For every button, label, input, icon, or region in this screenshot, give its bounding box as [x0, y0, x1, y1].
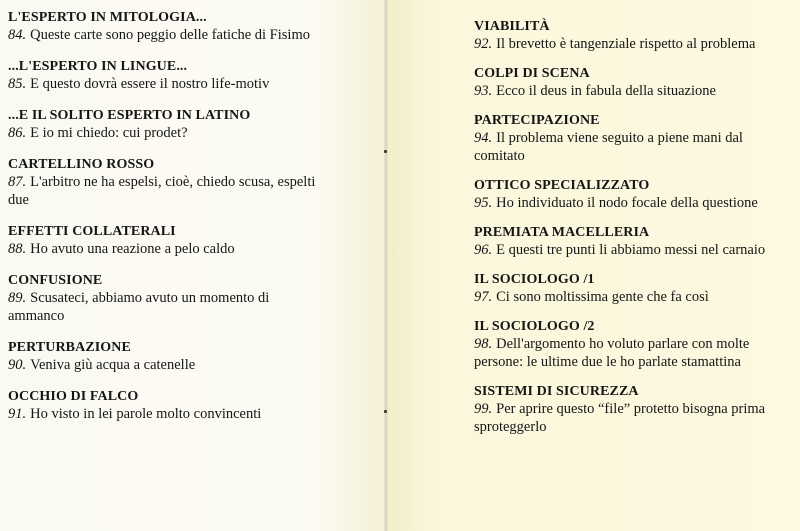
entry-heading: IL SOCIOLOGO /1 — [474, 272, 595, 287]
entry-text: Il problema viene seguito a piene mani dal comitato — [474, 130, 743, 164]
entry-number: 84. — [8, 27, 27, 43]
entry-number: 87. — [8, 174, 27, 190]
entry-text: Dell'argomento ho voluto parlare con molte persone: le ultime due le ho parlate stamattina — [474, 336, 750, 370]
entry-88 — [8, 224, 388, 258]
entry-89 — [8, 273, 388, 325]
entry-number: 95. — [474, 195, 493, 211]
entry-number: 86. — [8, 125, 27, 141]
entry-number: 88. — [8, 241, 27, 257]
entry-heading: PREMIATA MACELLERIA — [474, 225, 650, 240]
entry-heading: EFFETTI COLLATERALI — [8, 224, 176, 239]
entry-heading: SISTEMI DI SICUREZZA — [474, 384, 639, 399]
entry-85 — [8, 59, 388, 93]
entry-text: Queste carte sono peggio delle fatiche di Fisimo — [30, 27, 310, 43]
entry-text: Ci sono moltissima gente che fa così — [496, 289, 709, 305]
left-page — [0, 0, 388, 531]
entry-93 — [474, 66, 800, 100]
entry-91 — [8, 389, 388, 423]
entry-99 — [474, 384, 800, 436]
entry-heading: CARTELLINO ROSSO — [8, 157, 155, 172]
entry-94 — [474, 113, 800, 165]
entry-text-block — [474, 82, 800, 100]
book-gutter — [384, 0, 388, 531]
entry-heading: CONFUSIONE — [8, 273, 103, 288]
entry-87 — [8, 157, 388, 209]
right-page — [388, 0, 800, 531]
entry-heading: COLPI DI SCENA — [474, 66, 590, 81]
entry-heading: PERTURBAZIONE — [8, 340, 131, 355]
entry-heading: L'ESPERTO IN MITOLOGIA... — [8, 10, 207, 25]
entry-text-block — [8, 356, 388, 374]
entry-text-block — [474, 288, 800, 306]
entry-number: 97. — [474, 289, 493, 305]
entry-heading: PARTECIPAZIONE — [474, 113, 600, 128]
entry-text: E questi tre punti li abbiamo messi nel carnaio — [496, 242, 766, 258]
entry-number: 98. — [474, 336, 493, 352]
entry-heading: VIABILITÀ — [474, 19, 550, 34]
entry-text-block — [8, 124, 388, 142]
entry-97 — [474, 272, 800, 306]
entry-number: 93. — [474, 83, 493, 99]
entry-92 — [474, 19, 800, 53]
entry-text: Ecco il deus in fabula della situazione — [496, 83, 716, 99]
entry-number: 91. — [8, 406, 27, 422]
entry-text: Ho avuto una reazione a pelo caldo — [30, 241, 235, 257]
entry-text-block — [8, 173, 318, 209]
entry-number: 96. — [474, 242, 493, 258]
entry-number: 89. — [8, 290, 27, 306]
entry-heading: OTTICO SPECIALIZZATO — [474, 178, 650, 193]
entry-98 — [474, 319, 800, 371]
binding-stitch — [384, 150, 387, 153]
entry-number: 85. — [8, 76, 27, 92]
entry-text: Scusateci, abbiamo avuto un momento di ammanco — [8, 290, 270, 324]
entry-text-block — [474, 241, 800, 259]
entry-text-block — [8, 289, 328, 325]
entry-86 — [8, 108, 388, 142]
entry-text: E questo dovrà essere il nostro life-motiv — [30, 76, 270, 92]
entry-text-block — [474, 400, 790, 436]
entry-text-block — [474, 194, 800, 212]
entry-text-block — [474, 35, 800, 53]
entry-number: 94. — [474, 130, 493, 146]
entry-number: 90. — [8, 357, 27, 373]
entry-95 — [474, 178, 800, 212]
entry-number: 92. — [474, 36, 493, 52]
entry-heading: ...L'ESPERTO IN LINGUE... — [8, 59, 188, 74]
entry-96 — [474, 225, 800, 259]
entry-text-block — [474, 335, 790, 371]
entry-number: 99. — [474, 401, 493, 417]
entry-text-block — [8, 240, 388, 258]
entry-90 — [8, 340, 388, 374]
entry-text-block — [474, 129, 786, 165]
entry-text: Il brevetto è tangenziale rispetto al problema — [496, 36, 756, 52]
entry-heading: IL SOCIOLOGO /2 — [474, 319, 595, 334]
entry-text: Veniva giù acqua a catenelle — [30, 357, 196, 373]
entry-84 — [8, 10, 388, 44]
entry-text: Ho individuato il nodo focale della questione — [496, 195, 758, 211]
binding-stitch — [384, 410, 387, 413]
entry-text: Per aprire questo “file” protetto bisogna prima sproteggerlo — [474, 401, 766, 435]
entry-heading: ...E IL SOLITO ESPERTO IN LATINO — [8, 108, 251, 123]
entry-text: E io mi chiedo: cui prodet? — [30, 125, 188, 141]
entry-text-block — [8, 75, 388, 93]
entry-text-block — [8, 26, 388, 44]
entry-text-block — [8, 405, 388, 423]
entry-heading: OCCHIO DI FALCO — [8, 389, 139, 404]
entry-text: L'arbitro ne ha espelsi, cioè, chiedo scusa, espelti due — [8, 174, 316, 208]
entry-text: Ho visto in lei parole molto convincenti — [30, 406, 262, 422]
